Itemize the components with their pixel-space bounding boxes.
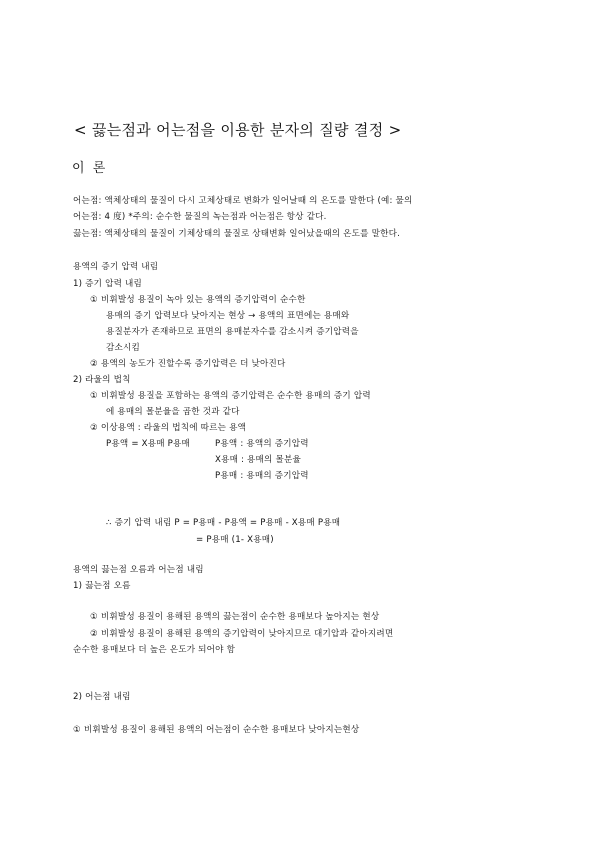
vapor-item2: ② 용액의 농도가 진할수록 증기압력은 더 낮아진다 [90,359,286,369]
vapor-heading: 용액의 증기 압력 내림 [73,262,159,272]
raoult-def-2: X용매 : 용매의 몰분율 [215,455,301,465]
section-title: 이 론 [72,161,108,176]
vapor-item1-line-2: 용매의 증기 압력보다 낮아지는 현상 → 용액의 표면에는 용매와 [106,311,350,321]
intro-line-3: 끓는점: 액체상태의 물질이 기체상태의 물질로 상태변화 일어났을때의 온도를 말한다. [73,229,401,239]
vapor-sub2: 2) 라울의 법칙 [73,375,131,385]
vapor-item1-line-1: ① 비휘발성 용질이 녹아 있는 용액의 증기압력이 순수한 [90,295,306,305]
raoult-item1-line-2: 에 용매의 몰분율을 곱한 것과 같다 [106,407,240,417]
intro-line-2: 어는점: 4 度) *주의: 순수한 물질의 녹는점과 어는점은 항상 같다. [73,212,327,222]
freezing-sub2: 2) 어는점 내림 [73,692,131,702]
boiling-item1: ① 비휘발성 용질이 용해된 용액의 끓는점이 순수한 용매보다 높아지는 현상 [90,612,380,622]
vapor-item1-line-4: 감소시킴 [106,343,141,353]
intro-line-1: 어는점: 액체상태의 물질이 다시 고체상태로 변화가 일어날때 의 온도를 말한다 (예: 물의 [73,196,413,206]
raoult-formula: P용액 = X용매 P용매 [106,439,191,449]
vapor-sub1: 1) 증기 압력 내림 [73,279,143,289]
raoult-def-3: P용매 : 용매의 증기압력 [215,471,309,481]
boiling-item2-line-1: ② 비휘발성 용질이 용해된 용액의 증기압력이 낮아지므로 대기압과 같아지려면 [90,629,394,639]
boiling-item2-line-2: 순수한 용매보다 더 높은 온도가 되어야 함 [73,645,236,655]
lowering-line-1: ∴ 증기 압력 내림 P = P용매 - P용액 = P용매 - X용매 P용매 [106,518,341,528]
boiling-heading: 용액의 끓는점 오름과 어는점 내림 [73,565,204,575]
freezing-item1: ① 비휘발성 용질이 용해된 용액의 어는점이 순수한 용매보다 낮아지는현상 [73,725,360,735]
boiling-sub1: 1) 끓는점 오름 [73,581,131,591]
document-title: < 끓는점과 어는점을 이용한 분자의 질량 결정 > [74,121,402,139]
lowering-line-2: = P용매 (1- X용매) [196,535,274,545]
raoult-def-1: P용액 : 용액의 증기압력 [215,439,309,449]
raoult-item2: ② 이상용액 : 라울의 법칙에 따르는 용액 [90,423,247,433]
raoult-item1-line-1: ① 비휘발성 용질을 포함하는 용액의 증기압력은 순수한 용매의 증기 압력 [90,391,371,401]
vapor-item1-line-3: 용질분자가 존재하므로 표면의 용매분자수를 감소시켜 증기압력을 [106,327,359,337]
